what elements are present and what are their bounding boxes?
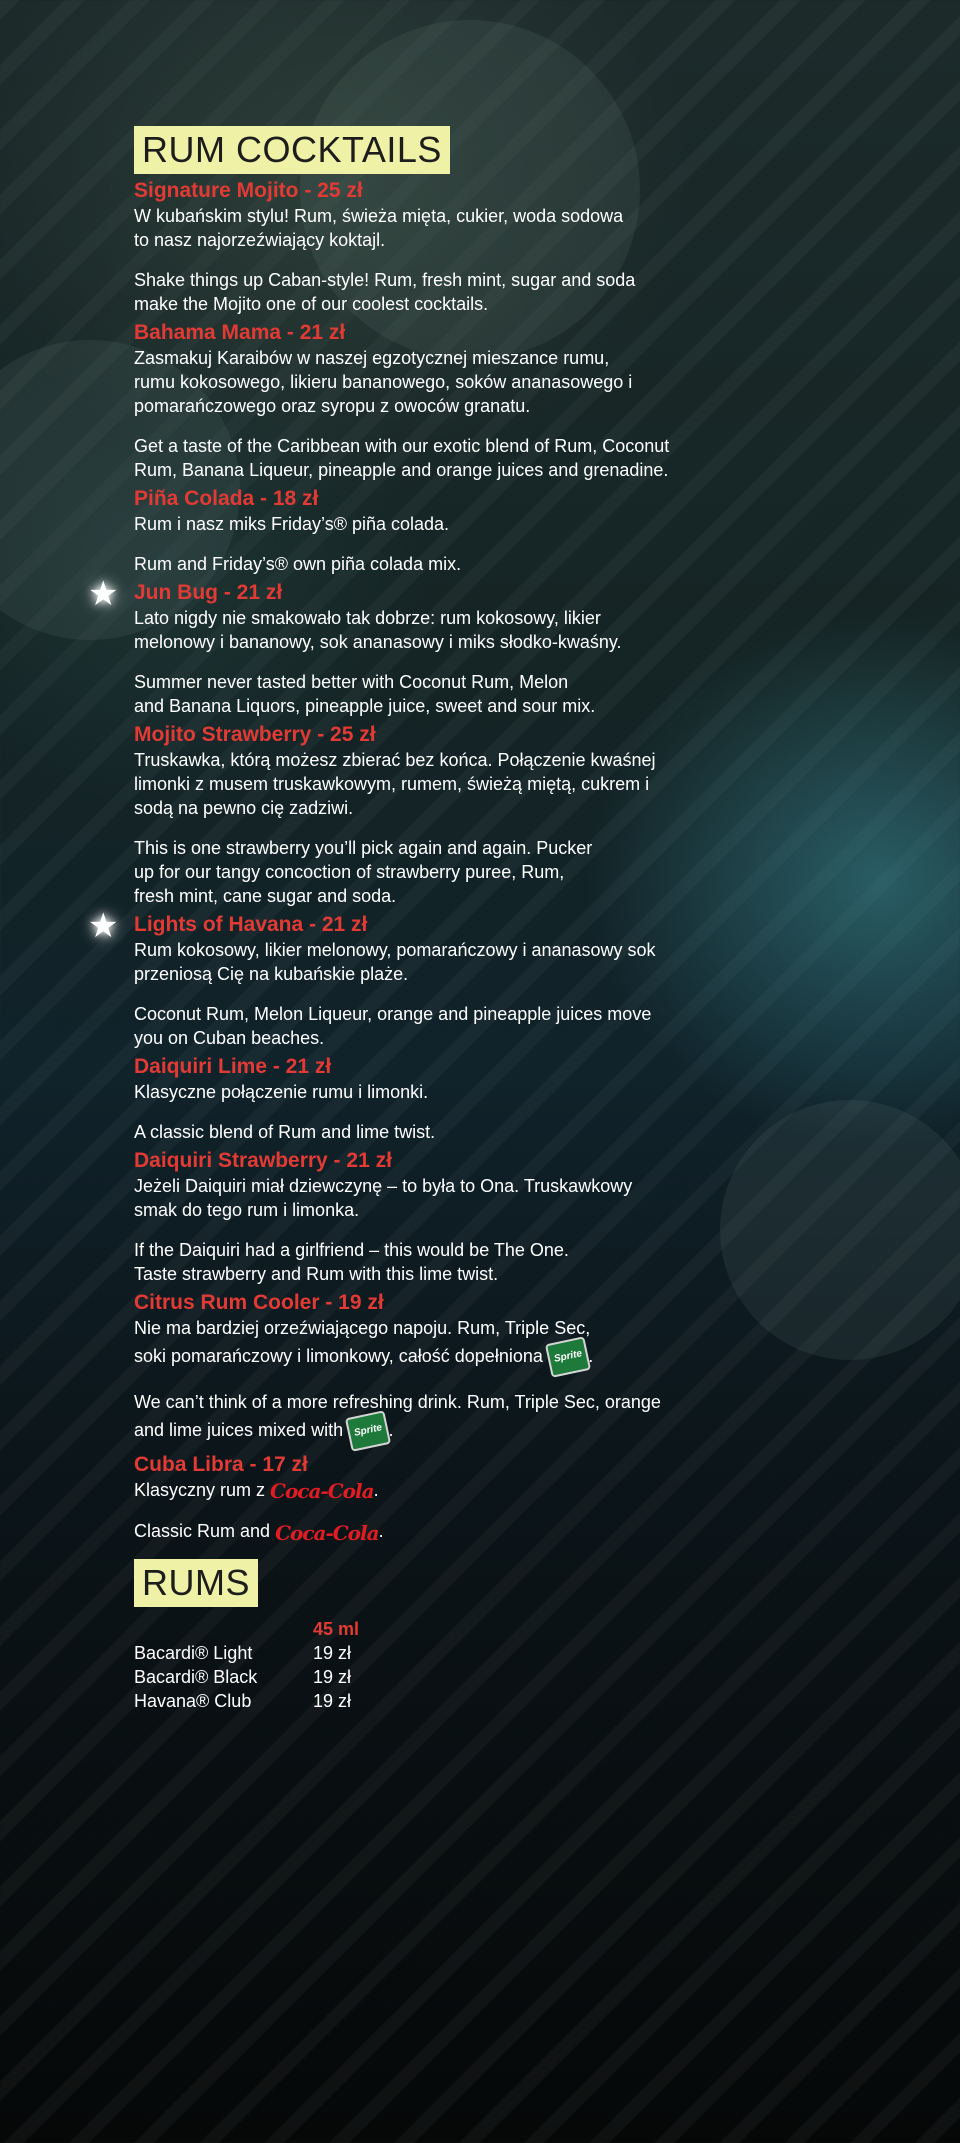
rum-price: 19 zł: [313, 1666, 352, 1687]
drink-description-en: [134, 1519, 734, 1544]
drink-name: Cuba Libra - 17 zł: [134, 1453, 308, 1476]
drink-description-en: Shake things up Caban-style! Rum, fresh mint, sugar and soda make the Mojito one of our coolest cocktails.: [134, 270, 636, 314]
drink-item: [134, 486, 734, 576]
star-icon: ★: [88, 575, 119, 613]
table-row: [134, 1641, 359, 1665]
desc-line: .: [378, 1521, 384, 1542]
drink-description-pl: [134, 1316, 734, 1374]
drink-name: Daiquiri Lime - 21 zł: [134, 1055, 332, 1078]
coca-cola-logo: Coca-Cola: [270, 1479, 374, 1504]
drink-description-pl: Rum kokosowy, likier melonowy, pomarańczowy i ananasowy sok przeniosą Cię na kubańskie plaże.: [134, 940, 656, 984]
desc-line: Classic Rum and: [134, 1521, 271, 1542]
drink-item: [134, 722, 734, 908]
drink-item-citrus-rum-cooler: [134, 1290, 734, 1448]
desc-line: We can’t think of a more refreshing drink. Rum, Triple Sec, orange: [134, 1392, 661, 1412]
rums-price-table: [134, 1617, 359, 1713]
drink-item: [134, 1148, 734, 1286]
sprite-logo: Sprite: [345, 1410, 392, 1452]
section-title-rum-cocktails: RUM COCKTAILS: [134, 126, 450, 174]
table-header-row: [134, 1617, 359, 1641]
desc-line: Nie ma bardziej orzeźwiającego napoju. Rum, Triple Sec,: [134, 1318, 591, 1338]
drink-name: Jun Bug - 21 zł: [134, 581, 283, 604]
drink-name: Bahama Mama - 21 zł: [134, 321, 346, 344]
drink-item: [88, 575, 734, 718]
drink-description-pl: Klasyczne połączenie rumu i limonki.: [134, 1082, 429, 1102]
drink-name: Lights of Havana - 21 zł: [134, 913, 368, 936]
drink-item: [134, 178, 734, 316]
drink-item: [134, 320, 734, 482]
rums-section: [134, 1559, 734, 1713]
rum-price: 19 zł: [313, 1690, 352, 1711]
column-header-45ml: 45 ml: [313, 1618, 360, 1639]
drink-name: Citrus Rum Cooler - 19 zł: [134, 1291, 384, 1314]
drink-description-pl: Zasmakuj Karaibów w naszej egzotycznej mieszance rumu, rumu kokosowego, likieru bananowego, soków ananasowego i pomarańczowego oraz syropu z owoców granatu.: [134, 348, 633, 416]
desc-line: and lime juices mixed with: [134, 1419, 344, 1440]
drink-description-pl: Jeżeli Daiquiri miał dziewczynę – to była to Ona. Truskawkowy smak do tego rum i limonka.: [134, 1176, 633, 1220]
drink-item-cuba-libra: [134, 1452, 734, 1545]
desc-line: soki pomarańczowy i limonkowy, całość dopełniona: [134, 1345, 543, 1366]
menu-content: [88, 126, 734, 1713]
coca-cola-logo: Coca-Cola: [275, 1520, 379, 1545]
drink-name: Signature Mojito - 25 zł: [134, 179, 363, 202]
sprite-logo: Sprite: [545, 1336, 592, 1378]
rum-name: Bacardi® Light: [134, 1642, 253, 1663]
bokeh-decoration: [720, 1100, 960, 1360]
drink-description-pl: Rum i nasz miks Friday’s® piña colada.: [134, 514, 450, 534]
section-title-rums: RUMS: [134, 1559, 258, 1607]
drink-description-en: A classic blend of Rum and lime twist.: [134, 1122, 436, 1142]
drink-description-en: If the Daiquiri had a girlfriend – this would be The One. Taste strawberry and Rum with this lime twist.: [134, 1240, 569, 1284]
rum-name: Havana® Club: [134, 1690, 252, 1711]
rum-name: Bacardi® Black: [134, 1666, 258, 1687]
drink-item: [134, 1054, 734, 1144]
desc-line: .: [388, 1419, 394, 1440]
drink-name: Mojito Strawberry - 25 zł: [134, 723, 376, 746]
drink-description-pl: Lato nigdy nie smakowało tak dobrze: rum kokosowy, likier melonowy i bananowy, sok ananasowy i miks słodko-kwaśny.: [134, 608, 622, 652]
drink-description-en: [134, 1390, 734, 1448]
drink-item: [88, 907, 734, 1050]
desc-line: .: [588, 1345, 594, 1366]
drink-description-en: This is one strawberry you’ll pick again and again. Pucker up for our tangy concoction of strawberry puree, Rum, fresh mint, cane sugar and soda.: [134, 838, 593, 906]
desc-line: Klasyczny rum z: [134, 1480, 266, 1500]
desc-line: .: [373, 1480, 379, 1500]
star-icon: ★: [88, 907, 119, 945]
table-row: [134, 1689, 359, 1713]
rum-price: 19 zł: [313, 1642, 352, 1663]
table-row: [134, 1665, 359, 1689]
drink-description-en: Rum and Friday’s® own piña colada mix.: [134, 554, 462, 574]
drink-name: Piña Colada - 18 zł: [134, 487, 319, 510]
drink-description-pl: [134, 1478, 734, 1503]
drinks-list: [88, 178, 734, 1545]
drink-description-pl: W kubańskim stylu! Rum, świeża mięta, cukier, woda sodowa to nasz najorzeźwiający koktajl.: [134, 206, 624, 250]
table-header-cell: [134, 1617, 313, 1641]
drink-name: Daiquiri Strawberry - 21 zł: [134, 1149, 392, 1172]
drink-description-pl: Truskawka, którą możesz zbierać bez końca. Połączenie kwaśnej limonki z musem truskawkowym, rumem, świeżą miętą, cukrem i sodą na pewno cię zadziwi.: [134, 750, 656, 818]
drink-description-en: Get a taste of the Caribbean with our exotic blend of Rum, Coconut Rum, Banana Liqueur, pineapple and orange juices and grenadine.: [134, 436, 670, 480]
drink-description-en: Summer never tasted better with Coconut Rum, Melon and Banana Liquors, pineapple juice, sweet and sour mix.: [134, 672, 596, 716]
drink-description-en: Coconut Rum, Melon Liqueur, orange and pineapple juices move you on Cuban beaches.: [134, 1004, 652, 1048]
